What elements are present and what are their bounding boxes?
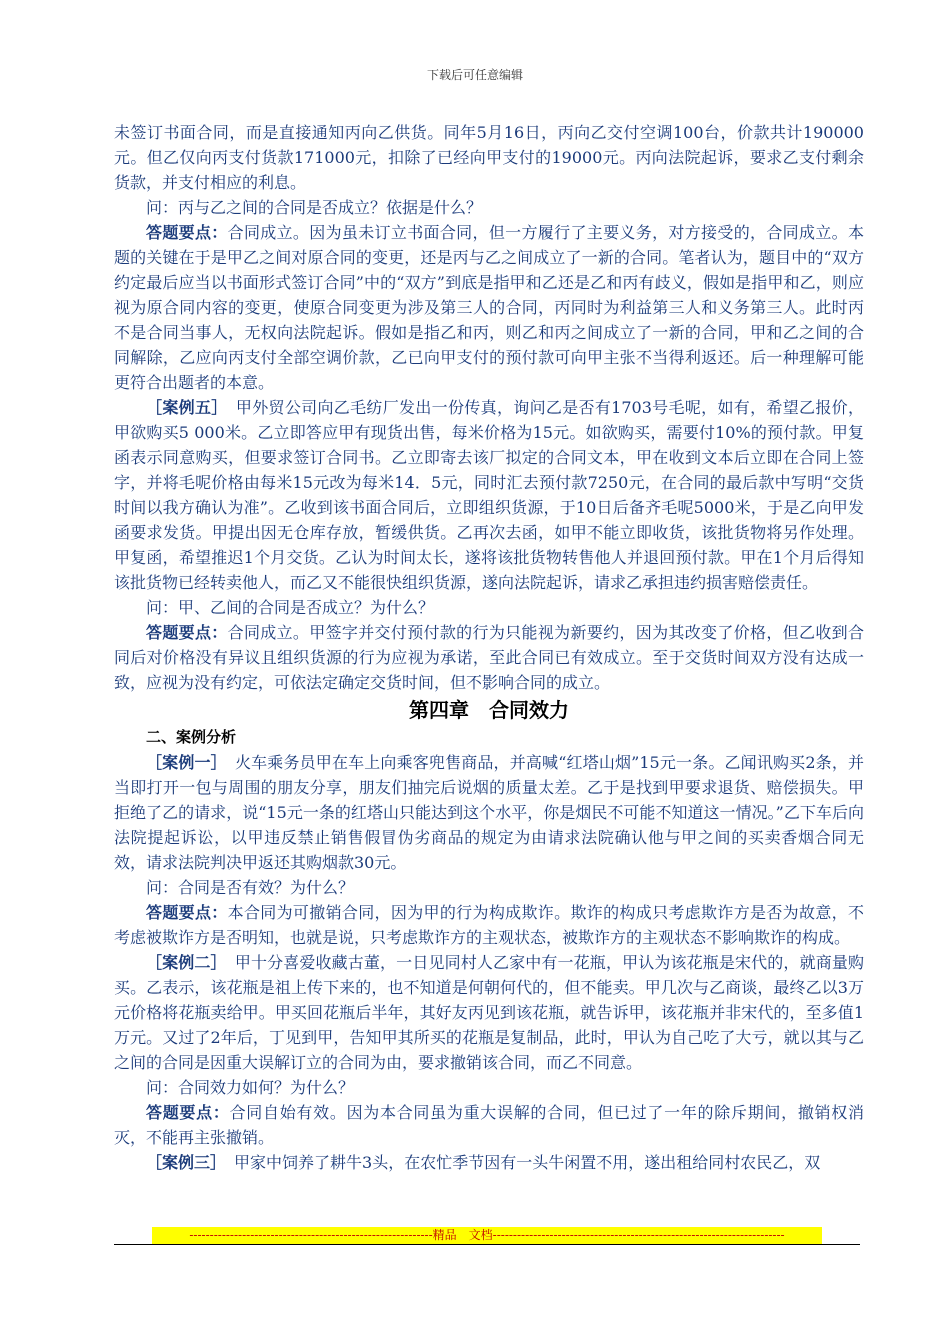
question: [114, 195, 864, 220]
case-label: ［案例三］: [146, 1153, 219, 1172]
paragraph-text: 合同自始有效。因为本合同虽为重大误解的合同，但已过了一年的除斥期间，撤销权消灭，不能再主张撤销。: [114, 1103, 864, 1147]
document-body: [114, 120, 864, 1175]
paragraph-text: 甲家中饲养了耕牛3头，在农忙季节因有一头牛闲置不用，遂出租给同村农民乙，双: [218, 1153, 821, 1172]
case-label: ［案例五］: [146, 398, 220, 417]
answer-label: 答题要点：: [146, 223, 228, 242]
paragraph-text: 本合同为可撤销合同，因为甲的行为构成欺诈。欺诈的构成只考虑欺诈方是否为故意，不考虑被欺诈方是否明知，也就是说，只考虑欺诈方的主观状态，被欺诈方的主观状态不影响欺诈的构成。: [114, 903, 864, 947]
paragraph-text: 甲外贸公司向乙毛纺厂发出一份传真，询问乙是否有1703号毛呢，如有，希望乙报价，甲欲购买5 000米。乙立即答应甲有现货出售，每米价格为15元。如欲购买，需要付10%的预付款。甲复函表示同意购买，但要求签订合同书。乙立即寄去该厂拟定的合同文本，甲在收到文本后立即在合同上签字，并将毛呢价格由每米15元改为每米14．5元，同时汇去预付款7250元，在合同的最后款中写明“交货时间以我方确认为准”。乙收到该书面合同后，立即组织货源，于10日后备齐毛呢5000米，于是乙向甲发函要求发货。甲提出因无仓库存放，暂缓供货。乙再次去函，如甲不能立即收货，该批货物将另作处理。甲复函，希望推迟1个月交货。乙认为时间太长，遂将该批货物转售他人并退回预付款。甲在1个月后得知该批货物已经转卖他人，而乙又不能很快组织货源，遂向法院起诉，请求乙承担违约损害赔偿责任。: [114, 398, 864, 592]
case-paragraph: [114, 1150, 864, 1175]
paragraph-text: 问：合同效力如何？为什么？: [146, 1078, 355, 1097]
answer-points: [114, 1100, 864, 1150]
chapter-title: 第四章 合同效力: [409, 698, 569, 722]
footer-banner: ------------------------------------------------------------精品 文档------------------------------------------------------------------------: [152, 1227, 822, 1244]
paragraph-text: 合同成立。因为虽未订立书面合同，但一方履行了主要义务，对方接受的，合同成立。本题的关键在于是甲乙之间对原合同的变更，还是丙与乙之间成立了一新的合同。笔者认为，题目中的“双方约定最后应当以书面形式签订合同”中的“双方”到底是指甲和乙还是乙和丙有歧义，假如是指甲和乙，则应视为原合同内容的变更，使原合同变更为涉及第三人的合同，丙同时为利益第三人和义务第三人。此时丙不是合同当事人，无权向法院起诉。假如是指乙和丙，则乙和丙之间成立了一新的合同，甲和乙之间的合同解除，乙应向丙支付全部空调价款，乙已向甲支付的预付款可向甲主张不当得利返还。后一种理解可能更符合出题者的本意。: [114, 223, 864, 392]
footer-divider: [114, 1244, 860, 1245]
section-title: 二、案例分析: [146, 728, 237, 746]
case-paragraph: [114, 750, 864, 875]
paragraph-text: 未签订书面合同，而是直接通知丙向乙供货。同年5月16日，丙向乙交付空调100台，价款共计190000元。但乙仅向丙支付货款171000元，扣除了已经向甲支付的19000元。丙向法院起诉，要求乙支付剩余货款，并支付相应的利息。: [114, 123, 864, 192]
paragraph: [114, 120, 864, 195]
question: [114, 595, 864, 620]
case-paragraph: [114, 395, 864, 595]
answer-points: [114, 620, 864, 695]
answer-label: 答题要点：: [146, 903, 228, 922]
answer-label: 答题要点：: [146, 1103, 230, 1122]
page-header: 下载后可任意编辑: [426, 68, 523, 82]
case-label: ［案例一］: [146, 753, 219, 772]
case-label: ［案例二］: [146, 953, 219, 972]
paragraph-text: 问：丙与乙之间的合同是否成立？依据是什么？: [146, 198, 483, 217]
paragraph-text: 甲十分喜爱收藏古董，一日见同村人乙家中有一花瓶，甲认为该花瓶是宋代的，就商量购买。乙表示，该花瓶是祖上传下来的，也不知道是何朝何代的，但不能卖。甲几次与乙商谈，最终乙以3万元价格将花瓶卖给甲。甲买回花瓶后半年，其好友丙见到该花瓶，就告诉甲，该花瓶并非宋代的，至多值1万元。又过了2年后，丁见到甲，告知甲其所买的花瓶是复制品，此时，甲认为自己吃了大亏，就以其与乙之间的合同是因重大误解订立的合同为由，要求撤销该合同，而乙不同意。: [114, 953, 864, 1072]
question: [114, 1075, 864, 1100]
paragraph-text: 火车乘务员甲在车上向乘客兜售商品，并高喊“红塔山烟”15元一条。乙闻讯购买2条，并当即打开一包与周围的朋友分享，朋友们抽完后说烟的质量太差。乙于是找到甲要求退货、赔偿损失。甲拒绝了乙的请求，说“15元一条的红塔山只能达到这个水平，你是烟民不可能不知道这一情况。”乙下车后向法院提起诉讼，以甲违反禁止销售假冒伪劣商品的规定为由请求法院确认他与甲之间的买卖香烟合同无效，请求法院判决甲返还其购烟款30元。: [114, 753, 864, 872]
answer-points: [114, 220, 864, 395]
answer-points: [114, 900, 864, 950]
case-paragraph: [114, 950, 864, 1075]
answer-label: 答题要点：: [146, 623, 228, 642]
paragraph-text: 问：合同是否有效？为什么？: [146, 878, 355, 897]
question: [114, 875, 864, 900]
paragraph-text: 合同成立。甲签字并交付预付款的行为只能视为新要约，因为其改变了价格，但乙收到合同后对价格没有异议且组织货源的行为应视为承诺，至此合同已有效成立。至于交货时间双方没有达成一致，应视为没有约定，可依法定确定交货时间，但不影响合同的成立。: [114, 623, 864, 692]
paragraph-text: 问：甲、乙间的合同是否成立？为什么？: [146, 598, 435, 617]
